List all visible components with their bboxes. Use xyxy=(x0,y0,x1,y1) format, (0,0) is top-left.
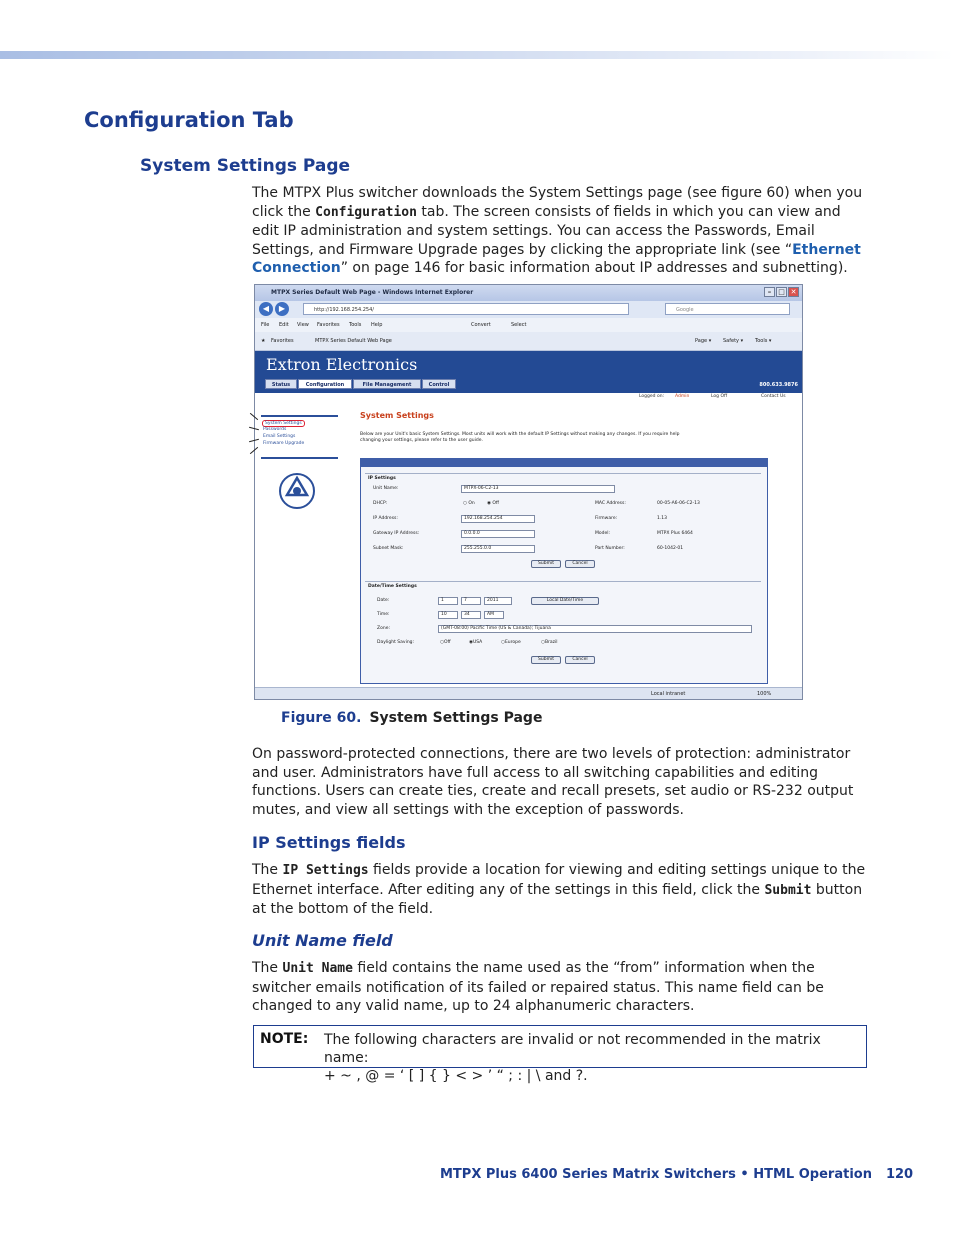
favorites-label[interactable]: Favorites xyxy=(271,338,294,344)
panel-header-band xyxy=(361,459,767,467)
config-body xyxy=(255,401,802,687)
protection-paragraph: On password-protected connections, there are two levels of protection: administrator and user. Administrators have full access to all switching capabilities and editing functions. Users can create ties, create and recall presets, set audio or RS-232 output mutes, and view all settings with the exception of passwords. xyxy=(252,746,854,818)
contact-us-link[interactable]: Contact Us xyxy=(761,394,786,399)
dt-submit-button[interactable]: Submit xyxy=(531,656,561,664)
favorites-bar xyxy=(255,332,802,351)
menu-edit[interactable]: Edit xyxy=(279,322,289,328)
ip-code-submit: Submit xyxy=(764,882,812,898)
note-line-1: The following characters are invalid or not recommended in the matrix name: xyxy=(324,1032,821,1066)
nav-firmware-upgrade[interactable]: Firmware Upgrade xyxy=(263,441,305,446)
dhcp-on-radio[interactable]: ○ On xyxy=(463,501,475,506)
ethernet-connection-link[interactable]: Ethernet Connection xyxy=(252,241,861,277)
minimize-icon[interactable]: – xyxy=(764,287,775,297)
subnet-input[interactable]: 255.255.0.0 xyxy=(461,545,535,553)
zone-select[interactable]: (GMT-08:00) Pacific Time (US & Canada); Tijuana xyxy=(438,625,752,633)
browser-status-bar xyxy=(255,687,802,700)
back-icon[interactable]: ◀ xyxy=(259,302,273,316)
unit-name-input[interactable]: MTPX-06-C2-13 xyxy=(461,485,615,493)
logged-user: Admin xyxy=(675,394,690,399)
phone-number: 800.633.9876 xyxy=(759,382,798,388)
mac-value: 00-05-A6-06-C2-13 xyxy=(657,501,700,506)
page-subheading: System Settings Page xyxy=(140,156,351,176)
unit-name-paragraph xyxy=(252,959,866,1016)
firmware-label: Firmware: xyxy=(595,516,618,521)
tab-control[interactable]: Control xyxy=(422,379,456,389)
nav-passwords[interactable]: Passwords xyxy=(263,427,287,432)
maximize-icon[interactable]: □ xyxy=(776,287,787,297)
ip-address-label: IP Address: xyxy=(373,516,398,521)
datetime-fieldset xyxy=(365,581,761,680)
status-zone: Local intranet xyxy=(651,691,686,697)
ip-text-1: The xyxy=(252,862,283,878)
figure-number: Figure 60. xyxy=(281,710,362,726)
day-select[interactable]: 7 xyxy=(461,597,481,605)
datetime-legend: Date/Time Settings xyxy=(368,584,417,589)
tab-status[interactable]: Status xyxy=(265,379,297,389)
intro-code-configuration: Configuration xyxy=(315,204,417,220)
page-footer xyxy=(440,1167,913,1182)
unit-text-1: The xyxy=(252,960,283,976)
year-select[interactable]: 2011 xyxy=(484,597,512,605)
note-label: NOTE: xyxy=(260,1031,309,1047)
dst-off-radio[interactable]: ○Off xyxy=(440,640,451,645)
date-label: Date: xyxy=(377,598,390,603)
model-value: MTPX Plus 6464 xyxy=(657,531,693,536)
ip-settings-legend: IP Settings xyxy=(368,476,396,481)
browser-menu-bar xyxy=(255,318,802,332)
dhcp-label: DHCP: xyxy=(373,501,388,506)
month-select[interactable]: 1 xyxy=(438,597,458,605)
dst-usa-label: USA xyxy=(472,640,483,645)
ip-address-input[interactable]: 192.168.254.254 xyxy=(461,515,535,523)
zone-label: Zone: xyxy=(377,626,390,631)
safety-menu[interactable]: Safety ▾ xyxy=(723,338,744,344)
gateway-input[interactable]: 0.0.0.0 xyxy=(461,530,535,538)
ampm-select[interactable]: AM xyxy=(484,611,504,619)
dst-off-label: Off xyxy=(443,640,451,645)
ip-text-2: fields provide a location for viewing and editing settings unique to the Ethernet interface. After editing any of the settings in this field, click the xyxy=(252,862,866,898)
model-label: Model: xyxy=(595,531,611,536)
dhcp-on-label: On xyxy=(468,501,475,506)
browser-title: MTPX Series Default Web Page - Windows Internet Explorer xyxy=(271,289,474,296)
select-button[interactable]: Select xyxy=(511,322,527,328)
figure-screenshot xyxy=(254,284,803,700)
firmware-value: 1.13 xyxy=(657,516,668,521)
dst-label: Daylight Saving: xyxy=(377,640,415,645)
top-color-bar xyxy=(0,51,954,59)
ip-cancel-button[interactable]: Cancel xyxy=(565,560,595,568)
nav-email-settings[interactable]: Email Settings xyxy=(263,434,296,439)
dhcp-off-label: Off xyxy=(492,501,500,506)
local-datetime-button[interactable]: Local Date/Time xyxy=(531,597,599,605)
ip-submit-button[interactable]: Submit xyxy=(531,560,561,568)
dt-cancel-button[interactable]: Cancel xyxy=(565,656,595,664)
mac-label: MAC Address: xyxy=(595,501,626,506)
tools-menu[interactable]: Tools ▾ xyxy=(755,338,772,344)
close-icon[interactable]: ✕ xyxy=(788,287,799,297)
ip-text-3: button at the bottom of the field. xyxy=(252,881,863,918)
browser-tab[interactable]: MTPX Series Default Web Page xyxy=(315,338,392,344)
browser-address-bar xyxy=(255,301,802,318)
unit-name-label: Unit Name: xyxy=(373,486,399,491)
menu-favorites[interactable]: Favorites xyxy=(317,322,340,328)
intro-text-2: tab. The screen consists of fields in which you can view and edit IP administration and system settings. You can access the Passwords, Email Settings, and Firmware Upgrade pages by clicking the appropriate link (see “ xyxy=(252,203,841,258)
forward-icon[interactable]: ▶ xyxy=(275,302,289,316)
minute-select[interactable]: 34 xyxy=(461,611,481,619)
footer-text: MTPX Plus 6400 Series Matrix Switchers • HTML Operation xyxy=(440,1167,872,1182)
note-text xyxy=(324,1031,859,1085)
unit-code-unit-name: Unit Name xyxy=(282,961,353,976)
intro-text-3: ” on page 146 for basic information about IP addresses and subnetting). xyxy=(340,260,848,277)
dst-brazil-radio[interactable]: ○Brazil xyxy=(541,640,558,645)
dst-europe-radio[interactable]: ○Europe xyxy=(501,640,521,645)
address-input[interactable]: http://192.168.254.254/ xyxy=(303,303,629,315)
section-heading: Configuration Tab xyxy=(84,108,294,132)
menu-tools[interactable]: Tools xyxy=(349,322,362,328)
extron-brand: Extron Electronics xyxy=(266,355,418,374)
ip-settings-heading: IP Settings fields xyxy=(252,833,406,852)
ip-settings-fieldset xyxy=(365,473,761,578)
menu-file[interactable]: File xyxy=(261,322,270,328)
subnet-label: Subnet Mask: xyxy=(373,546,404,551)
logged-label: Logged on: xyxy=(639,394,665,399)
system-settings-heading: System Settings xyxy=(360,411,434,420)
log-off-link[interactable]: Log Off xyxy=(711,394,728,399)
convert-button[interactable]: Convert xyxy=(471,322,491,328)
logged-bar xyxy=(255,393,802,401)
browser-title-bar xyxy=(255,285,802,301)
figure-caption xyxy=(281,710,542,726)
tab-file-management[interactable]: File Management xyxy=(353,379,421,389)
extron-logo-icon xyxy=(279,473,315,509)
tab-configuration[interactable]: Configuration xyxy=(298,379,352,389)
extron-banner xyxy=(255,351,802,393)
dst-usa-radio[interactable]: ◉USA xyxy=(469,640,483,645)
page-number: 120 xyxy=(885,1167,914,1182)
figure-title: System Settings Page xyxy=(369,710,543,726)
nav-system-settings[interactable]: System Settings xyxy=(262,420,305,427)
page-menu[interactable]: Page ▾ xyxy=(695,338,712,344)
ip-code-ip-settings: IP Settings xyxy=(282,863,369,878)
time-label: Time: xyxy=(377,612,390,617)
dst-europe-label: Europe xyxy=(504,640,521,645)
star-icon[interactable]: ★ xyxy=(261,338,266,344)
part-label: Part Number: xyxy=(595,546,625,551)
config-nav xyxy=(261,415,338,459)
note-box xyxy=(253,1025,867,1084)
search-input[interactable]: Google xyxy=(665,303,790,315)
dst-brazil-label: Brazil xyxy=(544,640,558,645)
note-line-2: + ~ , @ = ‘ [ ] { } < > ’ “ ; : | \ and ?. xyxy=(324,1068,588,1084)
settings-panel xyxy=(360,458,768,684)
intro-paragraph xyxy=(252,184,866,278)
unit-text-2: field contains the name used as the “from” information when the switcher emails notification of its failed or repaired status. This name field can be changed to any valid name, up to 24 alphanumeric characters. xyxy=(252,960,824,1015)
intro-text-1: The MTPX Plus switcher downloads the System Settings page (see figure 60) when you click the xyxy=(252,185,863,220)
hour-select[interactable]: 10 xyxy=(438,611,458,619)
unit-name-heading: Unit Name field xyxy=(252,931,393,950)
menu-view[interactable]: View xyxy=(297,322,309,328)
menu-help[interactable]: Help xyxy=(371,322,383,328)
gateway-label: Gateway IP Address: xyxy=(373,531,420,536)
system-settings-description: Below are your Unit's basic System Settings. Most units will work with the default IP Settings without making any changes. If you require help changing your settings, please refer to the user guide. xyxy=(360,432,680,443)
zoom-level[interactable]: 100% xyxy=(757,691,772,697)
ip-settings-paragraph xyxy=(252,861,866,919)
dhcp-off-radio[interactable]: ◉ Off xyxy=(487,501,500,506)
part-value: 60-1042-01 xyxy=(657,546,684,551)
